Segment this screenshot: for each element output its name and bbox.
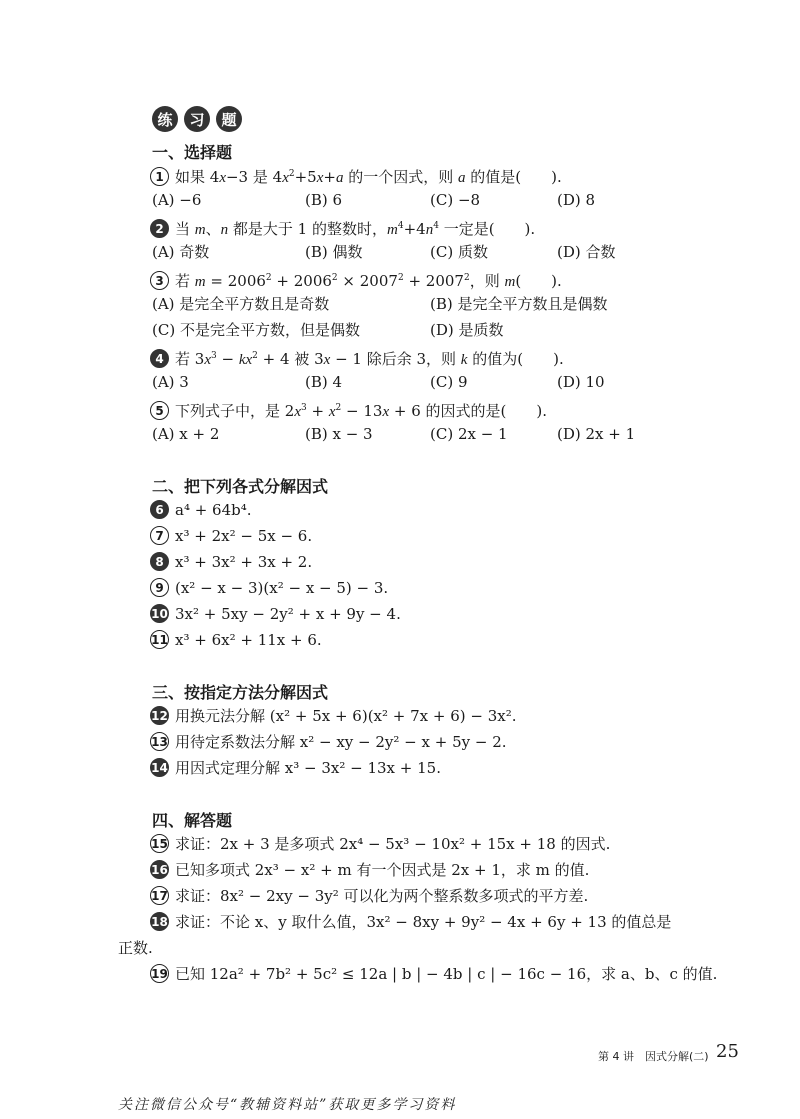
option-c: (C) 9 [430,373,468,391]
option-d: (D) 合数 [557,243,616,261]
watermark-note: 关注微信公众号“教辅资料站”获取更多学习资料 [118,1097,457,1113]
chapter-label: 第 4 讲 因式分解(二) [598,1050,709,1063]
problem-item: 11 x³ + 6x² + 11x + 6. [151,631,322,649]
section-heading-4: 四、解答题 [152,811,233,830]
question-number: 3 [150,271,169,290]
option-a: (A) −6 [152,191,202,209]
problem-item: 12 用换元法分解 (x² + 5x + 6)(x² + 7x + 6) − 3x². [151,707,517,725]
problem-item: 7 x³ + 2x² − 5x − 6. [150,526,312,546]
problem-item: 10 3x² + 5xy − 2y² + x + 9y − 4. [151,605,401,623]
problem-item: 19 已知 12a² + 7b² + 5c² ≤ 12a | b | − 4b | c | − 16c − 16，求 a、b、c 的值. [151,965,718,983]
option-b: (B) x − 3 [305,425,373,443]
problem-item: 18 求证：不论 x、y 取什么值，3x² − 8xy + 9y² − 4x + 6y + 13 的值总是 [151,913,672,931]
question-number: 4 [150,349,169,368]
page-number: 25 [716,1041,739,1062]
option-d: (D) 8 [557,191,596,209]
section-heading-3: 三、按指定方法分解因式 [152,683,329,702]
option-c: (C) 质数 [430,243,488,261]
problem-item: 15 求证：2x + 3 是多项式 2x⁴ − 5x³ − 10x² + 15x + 18 的因式. [151,835,611,853]
exercise-title [152,106,242,132]
question-2: 2 当 m、n 都是大于 1 的整数时，$m^4+4n^4$ 一定是( ). [150,216,535,240]
option-d: (D) 2x + 1 [557,425,636,443]
option-c: (C) 不是完全平方数，但是偶数 [152,321,360,339]
option-b: (B) 4 [305,373,343,391]
problem-item: 13 用待定系数法分解 x² − xy − 2y² − x + 5y − 2. [151,733,507,751]
question-5: 5 下列式子中，是 $2x^3 + x^2 - 13x + 6$ 的因式的是( ). [150,398,547,422]
problem-continuation: 正数. [118,939,153,957]
option-b: (B) 是完全平方数且是偶数 [430,295,608,313]
option-c: (C) −8 [430,191,481,209]
problem-item: 8 x³ + 3x² + 3x + 2. [150,552,312,572]
question-number: 5 [150,401,169,420]
title-badge: 习 [184,106,210,132]
option-a: (A) x + 2 [152,425,220,443]
question-3: 3 若 $m = 2006^2 + 2006^2 \times 2007^2 + 2007^2$，则 m( ). [150,268,562,292]
section-heading-2: 二、把下列各式分解因式 [152,477,329,496]
title-badge: 题 [216,106,242,132]
problem-item: 14 用因式定理分解 x³ − 3x² − 13x + 15. [151,759,441,777]
title-badge: 练 [152,106,178,132]
option-c: (C) 2x − 1 [430,425,508,443]
option-a: (A) 是完全平方数且是奇数 [152,295,330,313]
problem-item: 6 a⁴ + 64b⁴. [150,500,252,520]
option-a: (A) 3 [152,373,189,391]
question-number: 1 [150,167,169,186]
problem-item: 17 求证：8x² − 2xy − 3y² 可以化为两个整系数多项式的平方差. [151,887,589,905]
problem-item: 16 已知多项式 2x³ − x² + m 有一个因式是 2x + 1，求 m 的值. [151,861,590,879]
option-b: (B) 偶数 [305,243,363,261]
question-number: 2 [150,219,169,238]
option-b: (B) 6 [305,191,343,209]
option-a: (A) 奇数 [152,243,210,261]
option-d: (D) 是质数 [430,321,504,339]
section-heading-1: 一、选择题 [152,143,233,162]
question-1: 1 如果 4x−3 是 $4x^2+5x+a$ 的一个因式，则 a 的值是( ). [150,164,562,188]
option-d: (D) 10 [557,373,605,391]
problem-item: 9 (x² − x − 3)(x² − x − 5) − 3. [150,578,388,598]
question-4: 4 若 $3x^3 - kx^2 + 4$ 被 3x − 1 除后余 3，则 k 的值为( ). [150,346,564,370]
